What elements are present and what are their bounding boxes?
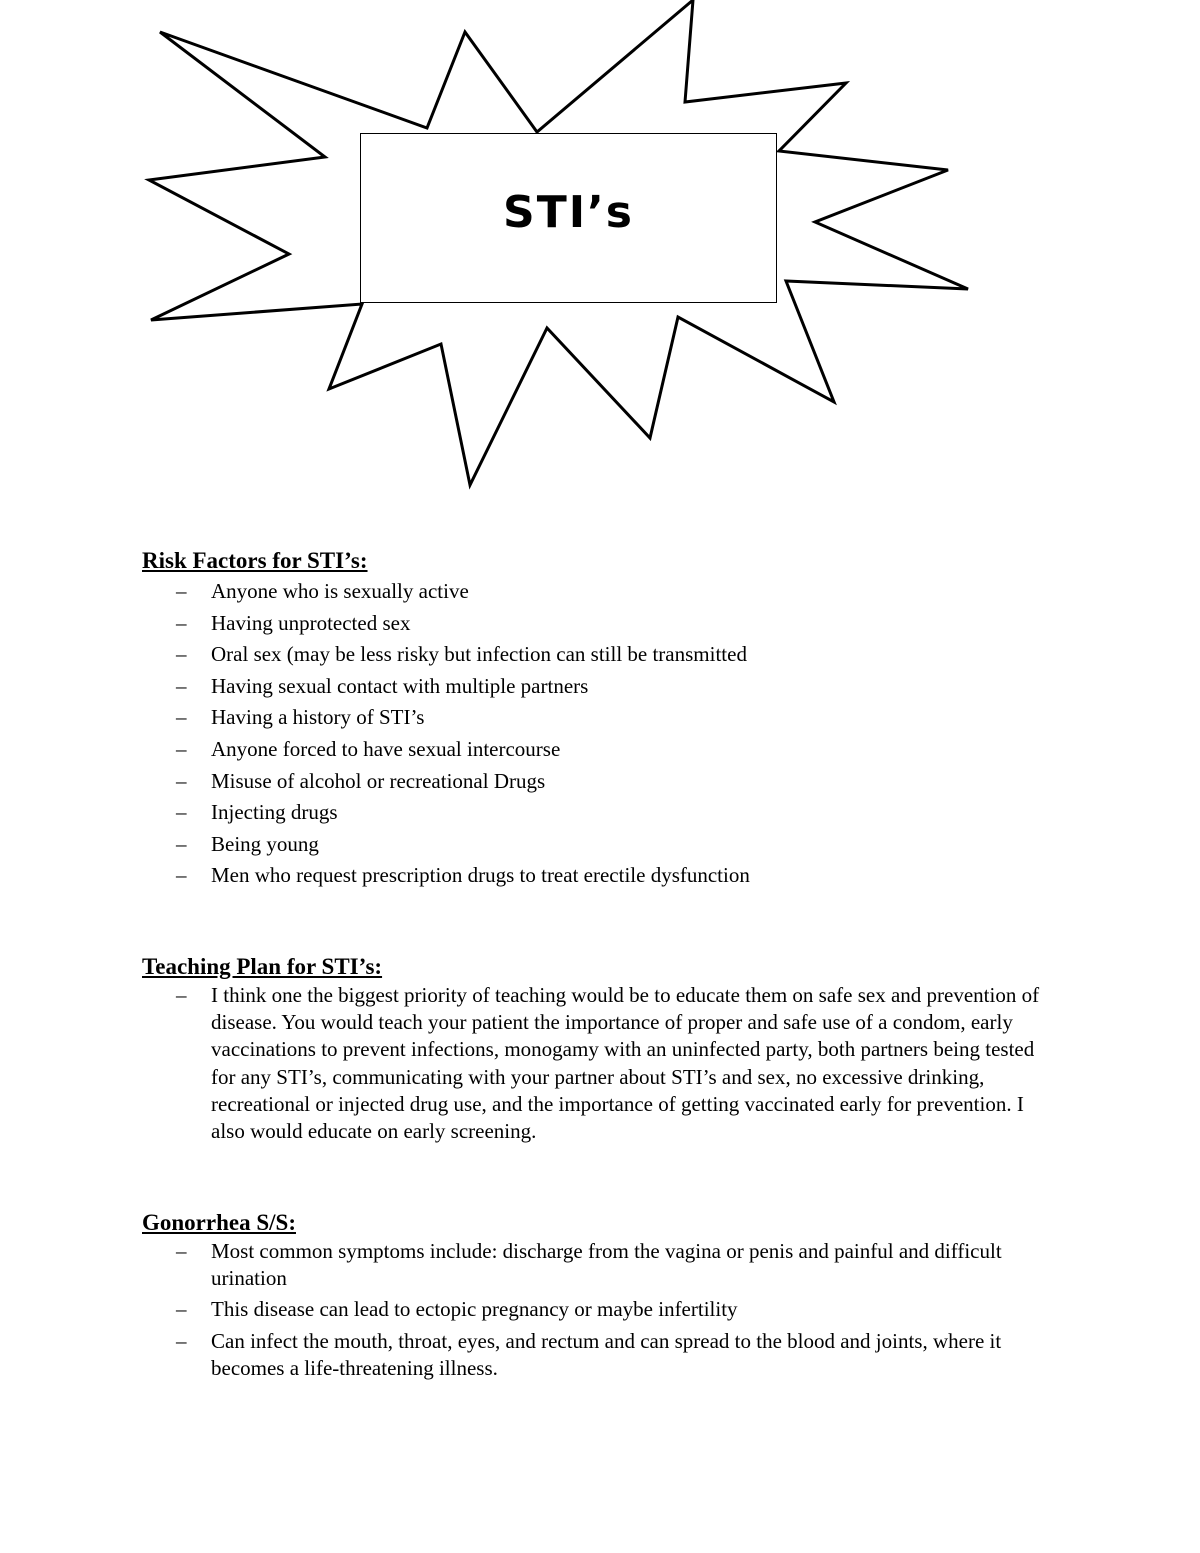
bullet-dash: – [176, 673, 187, 698]
bullet-dash: – [176, 736, 187, 761]
risk-factors-section [142, 546, 1062, 892]
list-item [142, 702, 1062, 734]
bullet-dash: – [176, 983, 187, 1007]
bullet-dash: – [176, 610, 187, 635]
list-item [142, 860, 1062, 892]
list-item-text: This disease can lead to ectopic pregnancy or maybe infertility [211, 1297, 738, 1322]
gonorrhea-list [142, 1238, 1062, 1382]
list-item [142, 734, 1062, 766]
list-item-text: Injecting drugs [211, 800, 338, 825]
title-box [360, 133, 777, 303]
page-title: STI’s [503, 186, 634, 238]
bullet-dash: – [176, 1239, 187, 1263]
list-item [142, 1328, 1062, 1382]
gonorrhea-heading: Gonorrhea S/S: [142, 1210, 296, 1235]
list-item-text: Having sexual contact with multiple partners [211, 673, 589, 698]
list-item-text: Anyone forced to have sexual intercourse [211, 736, 561, 761]
list-item [142, 766, 1062, 798]
teaching-plan-list [142, 982, 1062, 1145]
list-item [142, 797, 1062, 829]
list-item [142, 1296, 1062, 1323]
list-item [142, 608, 1062, 640]
gonorrhea-section [142, 1208, 1062, 1386]
bullet-dash: – [176, 642, 187, 667]
list-item-text: Oral sex (may be less risky but infection can still be transmitted [211, 642, 747, 667]
list-item-text: I think one the biggest priority of teaching would be to educate them on safe sex and prevention of disease. You would teach your patient the importance of proper and safe use of a condom, early vaccinations to prevent infections, monogamy with an uninfected party, both partners being tested for any STI’s, communicating with your partner about STI’s and sex, no excessive drinking, recreational or injected drug use, and the importance of getting vaccinated early for prevention. I also would educate on early screening. [211, 983, 1040, 1144]
list-item [142, 982, 1062, 1145]
list-item-text: Having unprotected sex [211, 610, 411, 635]
bullet-dash: – [176, 579, 187, 603]
list-item-text: Being young [211, 831, 319, 856]
list-item-text: Having a history of STI’s [211, 705, 425, 730]
bullet-dash: – [176, 831, 187, 856]
risk-factors-list [142, 576, 1062, 892]
bullet-dash: – [176, 863, 187, 888]
list-item [142, 829, 1062, 861]
bullet-dash: – [176, 1297, 187, 1322]
list-item-text: Misuse of alcohol or recreational Drugs [211, 768, 546, 793]
list-item [142, 671, 1062, 703]
list-item [142, 576, 1062, 608]
list-item-text: Can infect the mouth, throat, eyes, and rectum and can spread to the blood and joints, where it becomes a life-threatening illness. [211, 1328, 1002, 1380]
bullet-dash: – [176, 1328, 187, 1353]
bullet-dash: – [176, 800, 187, 825]
risk-factors-heading: Risk Factors for STI’s: [142, 548, 368, 573]
list-item [142, 1238, 1062, 1292]
bullet-dash: – [176, 768, 187, 793]
list-item [142, 639, 1062, 671]
list-item-text: Most common symptoms include: discharge from the vagina or penis and painful and difficult urination [211, 1239, 1002, 1291]
list-item-text: Anyone who is sexually active [211, 579, 469, 603]
teaching-plan-section [142, 952, 1062, 1149]
list-item-text: Men who request prescription drugs to treat erectile dysfunction [211, 863, 750, 888]
teaching-plan-heading: Teaching Plan for STI’s: [142, 954, 383, 979]
bullet-dash: – [176, 705, 187, 730]
